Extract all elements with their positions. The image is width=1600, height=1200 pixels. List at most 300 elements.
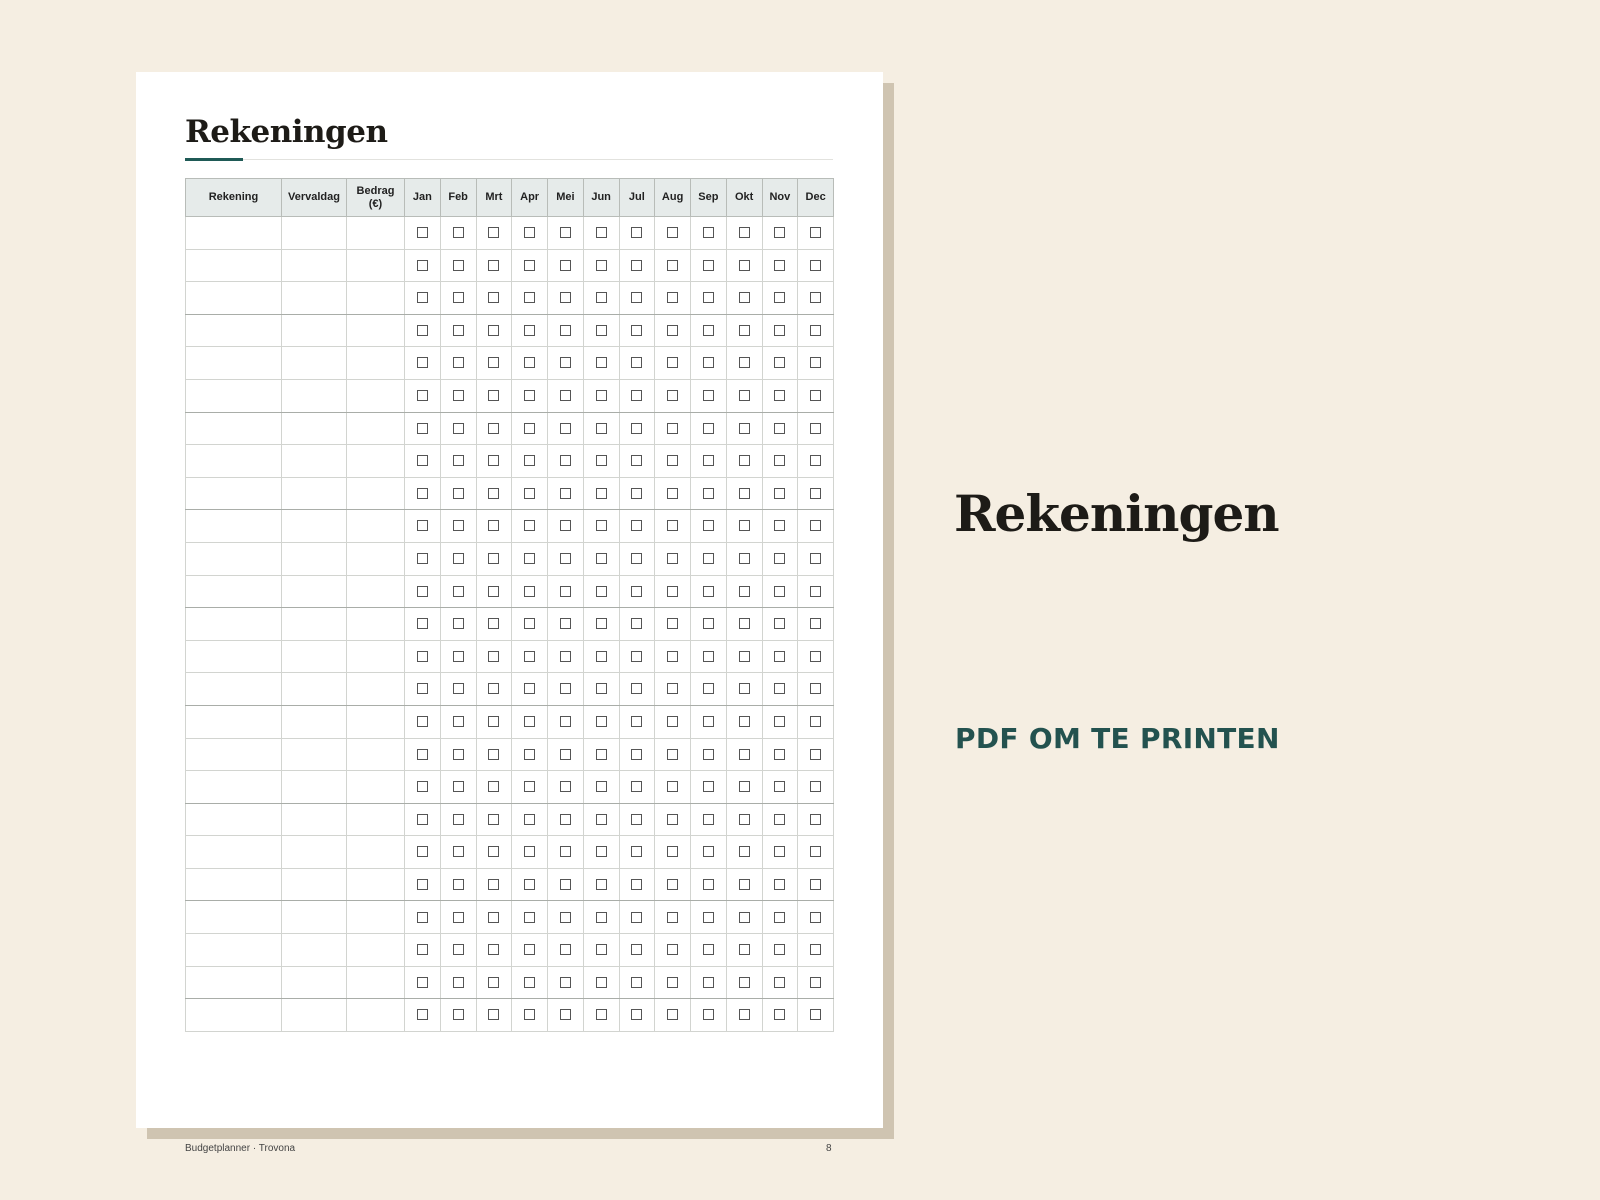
paid-checkbox[interactable] [703,846,714,857]
paid-checkbox[interactable] [596,912,607,923]
paid-checkbox[interactable] [810,520,821,531]
paid-checkbox[interactable] [810,357,821,368]
paid-checkbox[interactable] [667,618,678,629]
paid-checkbox[interactable] [524,977,535,988]
paid-checkbox[interactable] [703,227,714,238]
paid-checkbox[interactable] [417,423,428,434]
paid-checkbox[interactable] [417,618,428,629]
paid-checkbox[interactable] [453,683,464,694]
paid-checkbox[interactable] [417,488,428,499]
paid-checkbox[interactable] [739,455,750,466]
paid-checkbox[interactable] [810,227,821,238]
paid-checkbox[interactable] [631,520,642,531]
paid-checkbox[interactable] [774,879,785,890]
paid-checkbox[interactable] [524,1009,535,1020]
paid-checkbox[interactable] [739,781,750,792]
bedrag-cell[interactable] [347,445,405,478]
paid-checkbox[interactable] [739,292,750,303]
bedrag-cell[interactable] [347,705,405,738]
paid-checkbox[interactable] [524,749,535,760]
paid-checkbox[interactable] [596,683,607,694]
paid-checkbox[interactable] [417,977,428,988]
paid-checkbox[interactable] [631,390,642,401]
paid-checkbox[interactable] [488,260,499,271]
vervaldag-cell[interactable] [282,966,347,999]
bedrag-cell[interactable] [347,640,405,673]
bedrag-cell[interactable] [347,282,405,315]
rekening-cell[interactable] [186,771,282,804]
paid-checkbox[interactable] [560,260,571,271]
paid-checkbox[interactable] [667,488,678,499]
paid-checkbox[interactable] [417,912,428,923]
paid-checkbox[interactable] [810,749,821,760]
paid-checkbox[interactable] [667,260,678,271]
paid-checkbox[interactable] [524,292,535,303]
paid-checkbox[interactable] [417,227,428,238]
paid-checkbox[interactable] [703,390,714,401]
paid-checkbox[interactable] [774,683,785,694]
paid-checkbox[interactable] [667,716,678,727]
paid-checkbox[interactable] [739,879,750,890]
paid-checkbox[interactable] [524,879,535,890]
paid-checkbox[interactable] [560,455,571,466]
paid-checkbox[interactable] [560,651,571,662]
rekening-cell[interactable] [186,379,282,412]
paid-checkbox[interactable] [488,423,499,434]
bedrag-cell[interactable] [347,575,405,608]
paid-checkbox[interactable] [774,944,785,955]
paid-checkbox[interactable] [631,618,642,629]
paid-checkbox[interactable] [488,292,499,303]
paid-checkbox[interactable] [667,357,678,368]
paid-checkbox[interactable] [560,749,571,760]
paid-checkbox[interactable] [453,618,464,629]
paid-checkbox[interactable] [596,455,607,466]
paid-checkbox[interactable] [631,944,642,955]
paid-checkbox[interactable] [596,423,607,434]
bedrag-cell[interactable] [347,412,405,445]
paid-checkbox[interactable] [739,683,750,694]
bedrag-cell[interactable] [347,249,405,282]
paid-checkbox[interactable] [417,553,428,564]
paid-checkbox[interactable] [667,520,678,531]
paid-checkbox[interactable] [596,390,607,401]
paid-checkbox[interactable] [488,977,499,988]
paid-checkbox[interactable] [560,357,571,368]
paid-checkbox[interactable] [810,260,821,271]
paid-checkbox[interactable] [774,586,785,597]
paid-checkbox[interactable] [810,325,821,336]
paid-checkbox[interactable] [596,749,607,760]
paid-checkbox[interactable] [774,651,785,662]
bedrag-cell[interactable] [347,379,405,412]
paid-checkbox[interactable] [560,325,571,336]
paid-checkbox[interactable] [810,455,821,466]
vervaldag-cell[interactable] [282,510,347,543]
paid-checkbox[interactable] [667,325,678,336]
paid-checkbox[interactable] [667,292,678,303]
paid-checkbox[interactable] [667,390,678,401]
paid-checkbox[interactable] [560,618,571,629]
vervaldag-cell[interactable] [282,836,347,869]
paid-checkbox[interactable] [810,716,821,727]
paid-checkbox[interactable] [488,553,499,564]
vervaldag-cell[interactable] [282,445,347,478]
bedrag-cell[interactable] [347,477,405,510]
paid-checkbox[interactable] [560,390,571,401]
rekening-cell[interactable] [186,217,282,250]
vervaldag-cell[interactable] [282,542,347,575]
vervaldag-cell[interactable] [282,477,347,510]
paid-checkbox[interactable] [810,553,821,564]
paid-checkbox[interactable] [739,944,750,955]
paid-checkbox[interactable] [488,846,499,857]
paid-checkbox[interactable] [560,977,571,988]
paid-checkbox[interactable] [703,292,714,303]
paid-checkbox[interactable] [739,912,750,923]
paid-checkbox[interactable] [810,586,821,597]
paid-checkbox[interactable] [703,879,714,890]
paid-checkbox[interactable] [596,846,607,857]
rekening-cell[interactable] [186,999,282,1032]
paid-checkbox[interactable] [810,879,821,890]
paid-checkbox[interactable] [739,227,750,238]
paid-checkbox[interactable] [524,520,535,531]
paid-checkbox[interactable] [631,260,642,271]
paid-checkbox[interactable] [739,814,750,825]
bedrag-cell[interactable] [347,803,405,836]
paid-checkbox[interactable] [417,944,428,955]
paid-checkbox[interactable] [774,846,785,857]
paid-checkbox[interactable] [524,423,535,434]
paid-checkbox[interactable] [488,586,499,597]
paid-checkbox[interactable] [560,553,571,564]
paid-checkbox[interactable] [631,912,642,923]
paid-checkbox[interactable] [524,455,535,466]
paid-checkbox[interactable] [417,455,428,466]
rekening-cell[interactable] [186,868,282,901]
paid-checkbox[interactable] [453,651,464,662]
paid-checkbox[interactable] [524,227,535,238]
paid-checkbox[interactable] [774,716,785,727]
paid-checkbox[interactable] [417,1009,428,1020]
paid-checkbox[interactable] [631,749,642,760]
rekening-cell[interactable] [186,934,282,967]
paid-checkbox[interactable] [739,390,750,401]
vervaldag-cell[interactable] [282,217,347,250]
paid-checkbox[interactable] [560,423,571,434]
paid-checkbox[interactable] [524,683,535,694]
rekening-cell[interactable] [186,673,282,706]
paid-checkbox[interactable] [810,912,821,923]
paid-checkbox[interactable] [739,846,750,857]
rekening-cell[interactable] [186,803,282,836]
paid-checkbox[interactable] [667,423,678,434]
vervaldag-cell[interactable] [282,640,347,673]
paid-checkbox[interactable] [453,814,464,825]
paid-checkbox[interactable] [596,586,607,597]
paid-checkbox[interactable] [596,977,607,988]
paid-checkbox[interactable] [417,683,428,694]
paid-checkbox[interactable] [488,651,499,662]
bedrag-cell[interactable] [347,934,405,967]
paid-checkbox[interactable] [488,325,499,336]
paid-checkbox[interactable] [703,325,714,336]
rekening-cell[interactable] [186,412,282,445]
paid-checkbox[interactable] [417,260,428,271]
paid-checkbox[interactable] [774,977,785,988]
paid-checkbox[interactable] [667,944,678,955]
vervaldag-cell[interactable] [282,771,347,804]
paid-checkbox[interactable] [739,520,750,531]
paid-checkbox[interactable] [631,325,642,336]
paid-checkbox[interactable] [453,846,464,857]
paid-checkbox[interactable] [703,912,714,923]
paid-checkbox[interactable] [774,423,785,434]
paid-checkbox[interactable] [631,716,642,727]
rekening-cell[interactable] [186,836,282,869]
paid-checkbox[interactable] [703,618,714,629]
paid-checkbox[interactable] [560,814,571,825]
paid-checkbox[interactable] [631,683,642,694]
paid-checkbox[interactable] [560,912,571,923]
paid-checkbox[interactable] [560,781,571,792]
paid-checkbox[interactable] [524,260,535,271]
paid-checkbox[interactable] [810,944,821,955]
paid-checkbox[interactable] [524,357,535,368]
paid-checkbox[interactable] [631,977,642,988]
paid-checkbox[interactable] [631,488,642,499]
paid-checkbox[interactable] [667,846,678,857]
vervaldag-cell[interactable] [282,249,347,282]
paid-checkbox[interactable] [560,846,571,857]
paid-checkbox[interactable] [560,944,571,955]
paid-checkbox[interactable] [560,520,571,531]
bedrag-cell[interactable] [347,542,405,575]
paid-checkbox[interactable] [774,292,785,303]
bedrag-cell[interactable] [347,738,405,771]
paid-checkbox[interactable] [524,716,535,727]
paid-checkbox[interactable] [453,749,464,760]
paid-checkbox[interactable] [488,455,499,466]
bedrag-cell[interactable] [347,868,405,901]
rekening-cell[interactable] [186,510,282,543]
paid-checkbox[interactable] [524,488,535,499]
vervaldag-cell[interactable] [282,347,347,380]
paid-checkbox[interactable] [417,325,428,336]
paid-checkbox[interactable] [488,781,499,792]
paid-checkbox[interactable] [774,227,785,238]
vervaldag-cell[interactable] [282,803,347,836]
paid-checkbox[interactable] [810,618,821,629]
paid-checkbox[interactable] [453,423,464,434]
paid-checkbox[interactable] [810,423,821,434]
paid-checkbox[interactable] [453,488,464,499]
paid-checkbox[interactable] [488,879,499,890]
paid-checkbox[interactable] [417,390,428,401]
paid-checkbox[interactable] [703,651,714,662]
rekening-cell[interactable] [186,542,282,575]
paid-checkbox[interactable] [596,781,607,792]
paid-checkbox[interactable] [560,1009,571,1020]
paid-checkbox[interactable] [667,455,678,466]
bedrag-cell[interactable] [347,217,405,250]
paid-checkbox[interactable] [774,912,785,923]
paid-checkbox[interactable] [703,683,714,694]
paid-checkbox[interactable] [417,749,428,760]
paid-checkbox[interactable] [453,912,464,923]
paid-checkbox[interactable] [453,879,464,890]
paid-checkbox[interactable] [810,977,821,988]
vervaldag-cell[interactable] [282,738,347,771]
paid-checkbox[interactable] [667,749,678,760]
paid-checkbox[interactable] [417,814,428,825]
paid-checkbox[interactable] [667,879,678,890]
paid-checkbox[interactable] [667,227,678,238]
paid-checkbox[interactable] [596,651,607,662]
paid-checkbox[interactable] [774,260,785,271]
paid-checkbox[interactable] [774,520,785,531]
rekening-cell[interactable] [186,445,282,478]
vervaldag-cell[interactable] [282,673,347,706]
rekening-cell[interactable] [186,477,282,510]
rekening-cell[interactable] [186,314,282,347]
paid-checkbox[interactable] [560,879,571,890]
paid-checkbox[interactable] [488,390,499,401]
rekening-cell[interactable] [186,640,282,673]
rekening-cell[interactable] [186,966,282,999]
paid-checkbox[interactable] [488,357,499,368]
paid-checkbox[interactable] [631,781,642,792]
vervaldag-cell[interactable] [282,575,347,608]
vervaldag-cell[interactable] [282,868,347,901]
paid-checkbox[interactable] [703,749,714,760]
paid-checkbox[interactable] [631,651,642,662]
paid-checkbox[interactable] [524,814,535,825]
paid-checkbox[interactable] [703,716,714,727]
rekening-cell[interactable] [186,347,282,380]
paid-checkbox[interactable] [453,716,464,727]
paid-checkbox[interactable] [810,814,821,825]
paid-checkbox[interactable] [631,586,642,597]
paid-checkbox[interactable] [774,618,785,629]
paid-checkbox[interactable] [703,488,714,499]
paid-checkbox[interactable] [810,683,821,694]
paid-checkbox[interactable] [667,814,678,825]
paid-checkbox[interactable] [739,553,750,564]
paid-checkbox[interactable] [739,586,750,597]
paid-checkbox[interactable] [739,977,750,988]
bedrag-cell[interactable] [347,901,405,934]
paid-checkbox[interactable] [703,520,714,531]
paid-checkbox[interactable] [488,227,499,238]
paid-checkbox[interactable] [631,1009,642,1020]
paid-checkbox[interactable] [703,944,714,955]
paid-checkbox[interactable] [524,781,535,792]
paid-checkbox[interactable] [774,781,785,792]
paid-checkbox[interactable] [417,357,428,368]
rekening-cell[interactable] [186,282,282,315]
vervaldag-cell[interactable] [282,934,347,967]
paid-checkbox[interactable] [488,1009,499,1020]
rekening-cell[interactable] [186,249,282,282]
paid-checkbox[interactable] [703,1009,714,1020]
vervaldag-cell[interactable] [282,314,347,347]
paid-checkbox[interactable] [631,846,642,857]
vervaldag-cell[interactable] [282,282,347,315]
paid-checkbox[interactable] [560,292,571,303]
paid-checkbox[interactable] [810,488,821,499]
paid-checkbox[interactable] [453,325,464,336]
paid-checkbox[interactable] [524,553,535,564]
vervaldag-cell[interactable] [282,705,347,738]
paid-checkbox[interactable] [739,1009,750,1020]
bedrag-cell[interactable] [347,608,405,641]
paid-checkbox[interactable] [488,683,499,694]
paid-checkbox[interactable] [417,781,428,792]
paid-checkbox[interactable] [417,879,428,890]
paid-checkbox[interactable] [810,846,821,857]
paid-checkbox[interactable] [739,651,750,662]
paid-checkbox[interactable] [524,651,535,662]
paid-checkbox[interactable] [667,651,678,662]
paid-checkbox[interactable] [596,227,607,238]
paid-checkbox[interactable] [453,781,464,792]
rekening-cell[interactable] [186,901,282,934]
paid-checkbox[interactable] [524,912,535,923]
paid-checkbox[interactable] [417,292,428,303]
paid-checkbox[interactable] [810,390,821,401]
paid-checkbox[interactable] [488,749,499,760]
paid-checkbox[interactable] [703,423,714,434]
paid-checkbox[interactable] [453,357,464,368]
vervaldag-cell[interactable] [282,379,347,412]
paid-checkbox[interactable] [417,520,428,531]
paid-checkbox[interactable] [631,292,642,303]
paid-checkbox[interactable] [453,553,464,564]
paid-checkbox[interactable] [596,325,607,336]
paid-checkbox[interactable] [667,977,678,988]
vervaldag-cell[interactable] [282,999,347,1032]
paid-checkbox[interactable] [703,977,714,988]
paid-checkbox[interactable] [667,586,678,597]
paid-checkbox[interactable] [631,423,642,434]
paid-checkbox[interactable] [631,814,642,825]
paid-checkbox[interactable] [667,1009,678,1020]
paid-checkbox[interactable] [739,423,750,434]
bedrag-cell[interactable] [347,314,405,347]
paid-checkbox[interactable] [703,455,714,466]
paid-checkbox[interactable] [560,586,571,597]
paid-checkbox[interactable] [703,357,714,368]
paid-checkbox[interactable] [560,227,571,238]
paid-checkbox[interactable] [453,977,464,988]
bedrag-cell[interactable] [347,673,405,706]
paid-checkbox[interactable] [453,455,464,466]
paid-checkbox[interactable] [739,260,750,271]
paid-checkbox[interactable] [596,292,607,303]
paid-checkbox[interactable] [596,553,607,564]
paid-checkbox[interactable] [560,683,571,694]
paid-checkbox[interactable] [417,651,428,662]
paid-checkbox[interactable] [596,1009,607,1020]
bedrag-cell[interactable] [347,966,405,999]
vervaldag-cell[interactable] [282,901,347,934]
paid-checkbox[interactable] [417,846,428,857]
paid-checkbox[interactable] [810,1009,821,1020]
paid-checkbox[interactable] [453,390,464,401]
rekening-cell[interactable] [186,705,282,738]
